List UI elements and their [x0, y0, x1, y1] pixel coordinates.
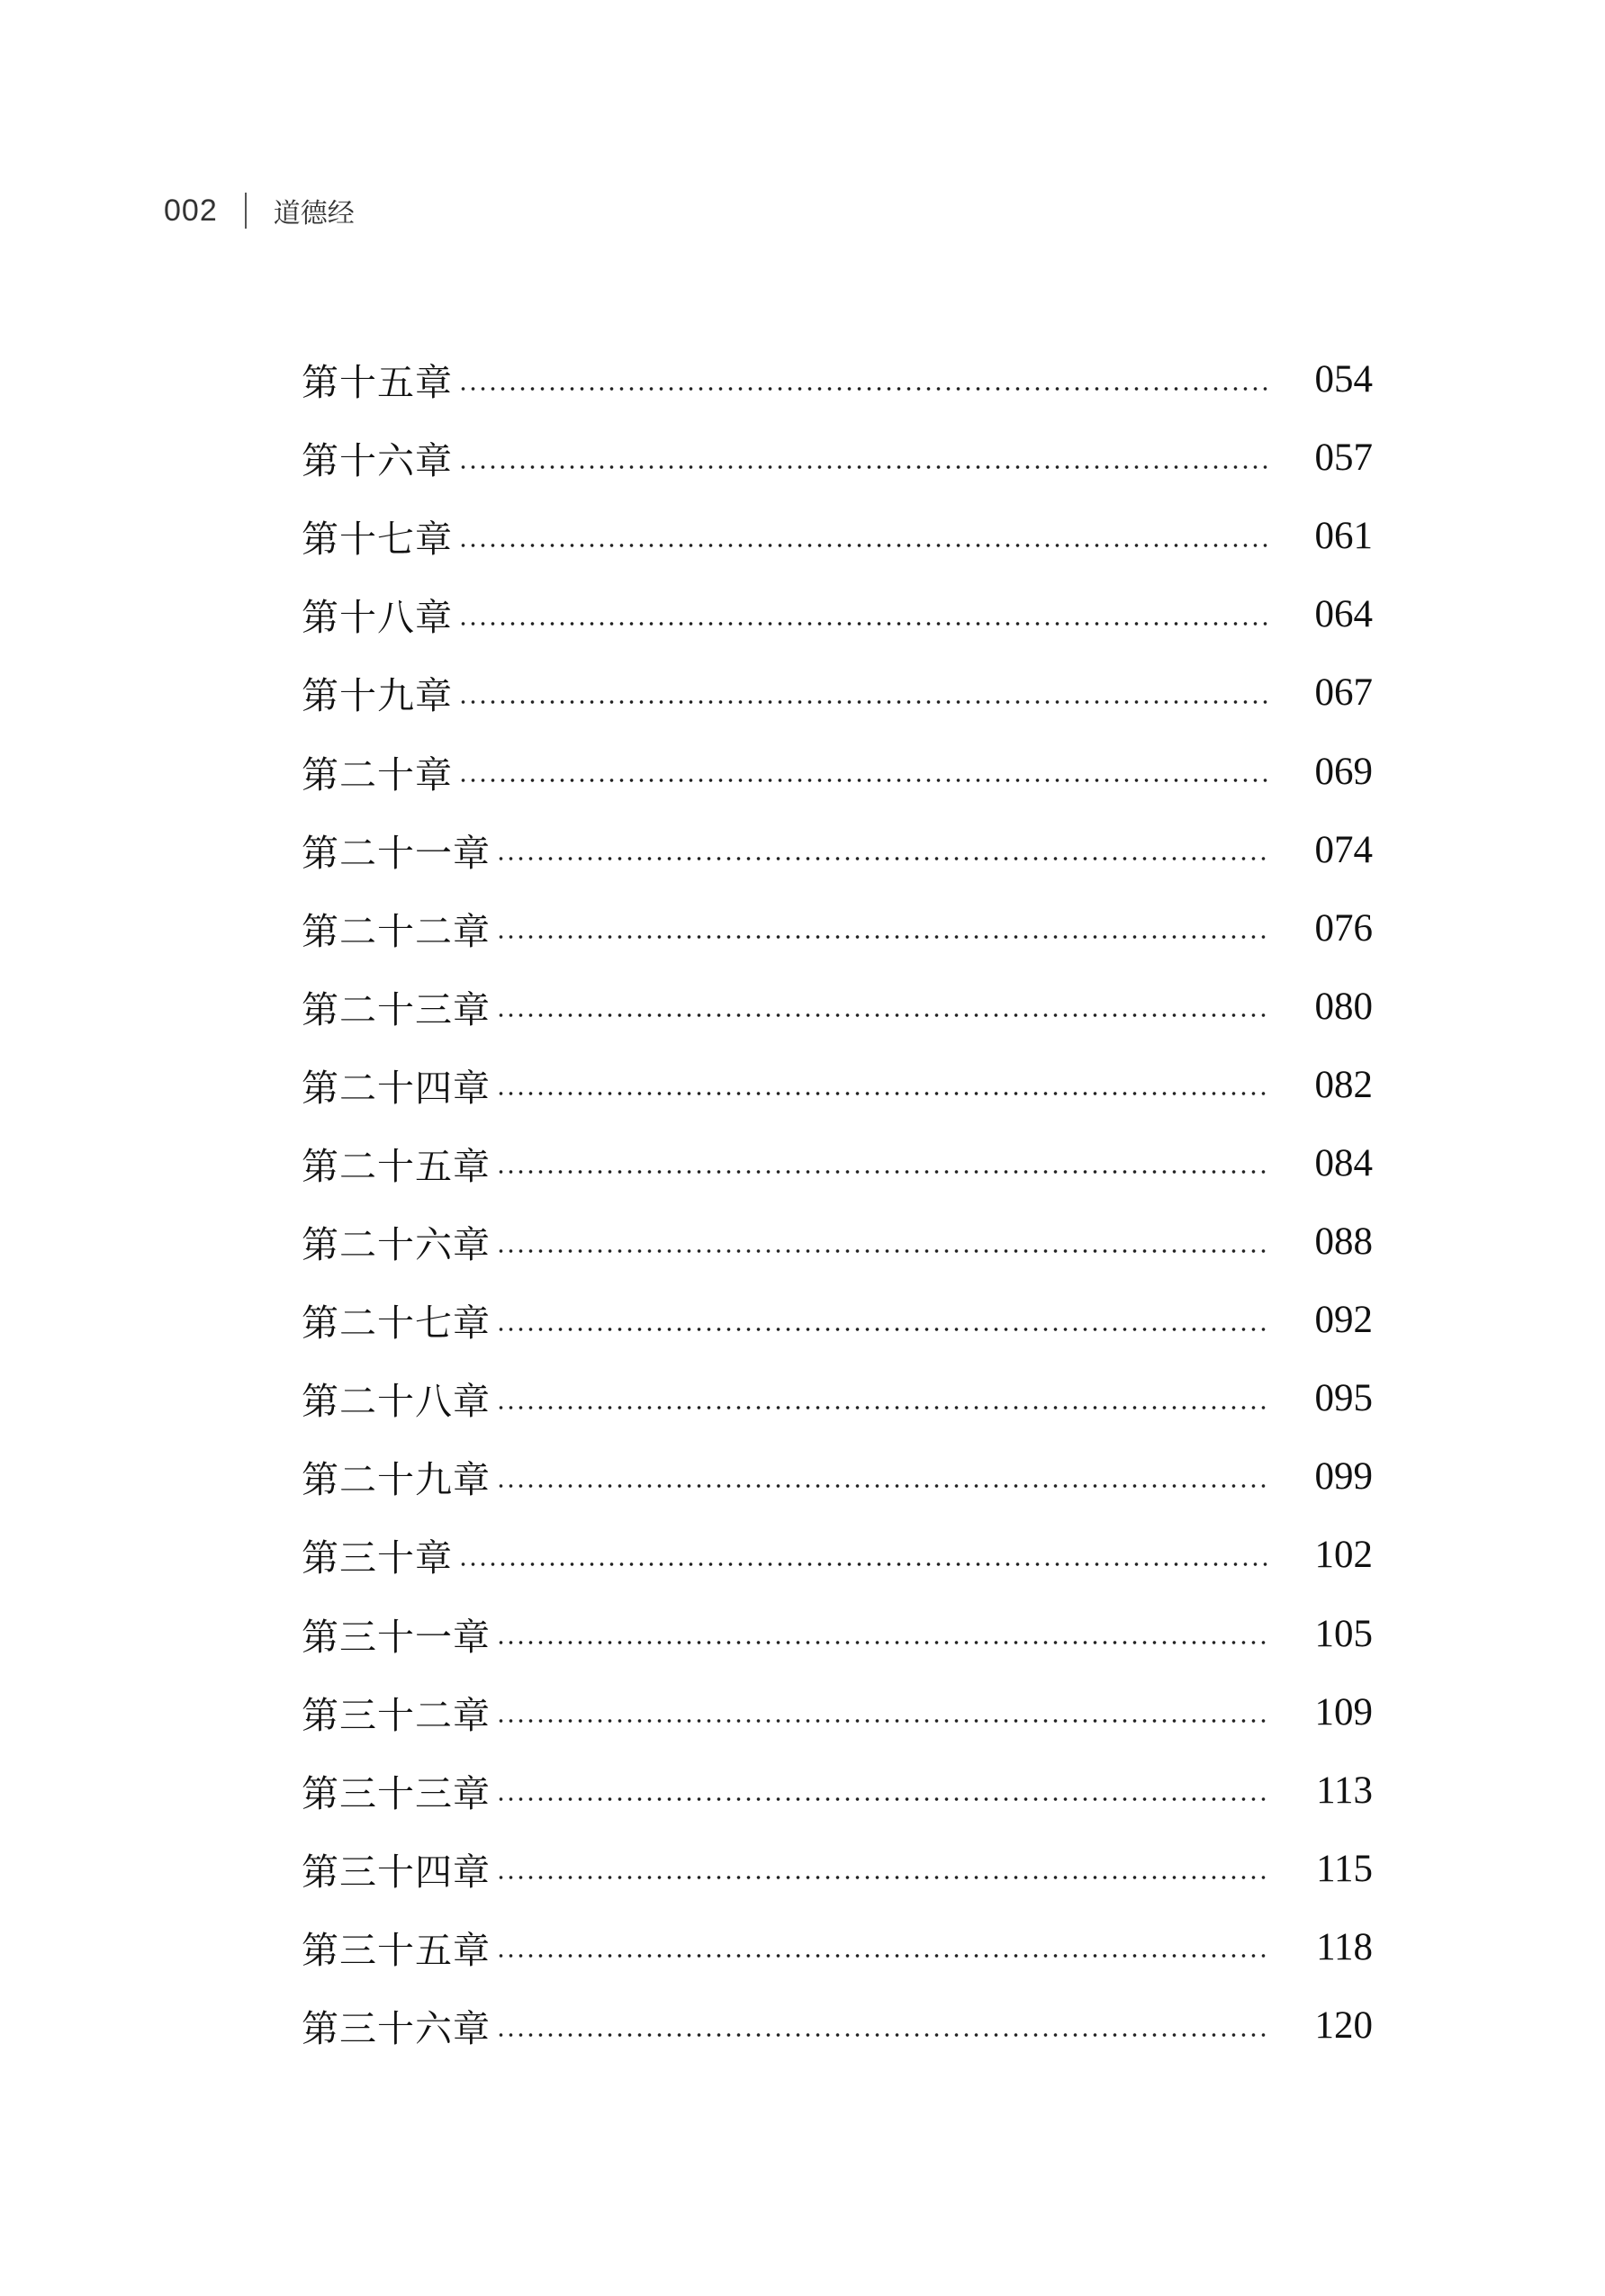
dot-leader	[496, 856, 1268, 861]
dot-leader	[496, 1640, 1268, 1645]
header-divider	[245, 193, 247, 229]
toc-entry[interactable]	[302, 1751, 1373, 1830]
chapter-title: 第三十二章	[302, 1693, 491, 1737]
dot-leader	[496, 1327, 1268, 1332]
page-reference: 067	[1314, 671, 1373, 715]
toc-entry[interactable]	[302, 1830, 1373, 1908]
chapter-title: 第三十五章	[302, 1928, 491, 1972]
page-reference: 105	[1314, 1612, 1373, 1655]
toc-entry[interactable]	[302, 1437, 1373, 1516]
dot-leader	[458, 464, 1268, 470]
page-reference: 074	[1314, 828, 1373, 871]
toc-entry[interactable]	[302, 653, 1373, 732]
toc-entry[interactable]	[302, 1124, 1373, 1202]
chapter-title: 第三十章	[302, 1536, 453, 1580]
page-reference: 069	[1314, 750, 1373, 793]
page-reference: 084	[1314, 1141, 1373, 1184]
chapter-title: 第二十五章	[302, 1144, 491, 1188]
toc-entry[interactable]	[302, 1281, 1373, 1359]
dot-leader	[458, 1562, 1268, 1567]
chapter-title: 第十九章	[302, 674, 453, 718]
chapter-title: 第三十四章	[302, 1850, 491, 1894]
page-reference: 076	[1314, 906, 1373, 950]
dot-leader	[496, 1013, 1268, 1018]
chapter-title: 第十六章	[302, 439, 453, 483]
page-reference: 092	[1314, 1299, 1373, 1342]
toc-entry[interactable]	[302, 340, 1373, 419]
dot-leader	[496, 2032, 1268, 2038]
chapter-title: 第十八章	[302, 596, 453, 640]
chapter-title: 第十七章	[302, 518, 453, 562]
toc-entry[interactable]	[302, 968, 1373, 1046]
dot-leader	[496, 1483, 1268, 1489]
page-reference: 061	[1314, 515, 1373, 558]
chapter-title: 第三十六章	[302, 2007, 491, 2051]
page-number: 002	[164, 193, 218, 228]
toc-entry[interactable]	[302, 1359, 1373, 1437]
book-title: 道德经	[273, 198, 355, 230]
toc-entry[interactable]	[302, 575, 1373, 653]
toc-entry[interactable]	[302, 1673, 1373, 1751]
chapter-title: 第二十九章	[302, 1458, 491, 1502]
toc-entry[interactable]	[302, 732, 1373, 810]
chapter-title: 第二十六章	[302, 1223, 491, 1267]
page-reference: 057	[1314, 437, 1373, 480]
dot-leader	[496, 1953, 1268, 1958]
running-header	[164, 185, 355, 236]
dot-leader	[496, 1875, 1268, 1880]
dot-leader	[496, 1248, 1268, 1254]
dot-leader	[458, 778, 1268, 783]
chapter-title: 第十五章	[302, 361, 453, 405]
dot-leader	[458, 699, 1268, 705]
toc-entry[interactable]	[302, 889, 1373, 968]
page-reference: 088	[1314, 1220, 1373, 1264]
chapter-title: 第二十章	[302, 752, 453, 797]
table-of-contents	[302, 340, 1373, 2065]
dot-leader	[496, 1091, 1268, 1096]
dot-leader	[458, 621, 1268, 626]
chapter-title: 第三十三章	[302, 1771, 491, 1815]
page-reference: 054	[1314, 358, 1373, 401]
toc-entry[interactable]	[302, 1595, 1373, 1673]
dot-leader	[458, 543, 1268, 548]
toc-entry[interactable]	[302, 1516, 1373, 1594]
toc-entry[interactable]	[302, 1986, 1373, 2065]
dot-leader	[496, 934, 1268, 940]
toc-entry[interactable]	[302, 497, 1373, 575]
dot-leader	[496, 1169, 1268, 1175]
chapter-title: 第二十七章	[302, 1301, 491, 1346]
toc-entry[interactable]	[302, 1046, 1373, 1124]
page-reference: 095	[1314, 1377, 1373, 1420]
toc-entry[interactable]	[302, 1202, 1373, 1281]
chapter-title: 第三十一章	[302, 1615, 491, 1659]
page-reference: 113	[1316, 1769, 1373, 1812]
page-reference: 120	[1314, 2004, 1373, 2048]
dot-leader	[496, 1796, 1268, 1802]
page-reference: 109	[1314, 1690, 1373, 1733]
chapter-title: 第二十一章	[302, 831, 491, 875]
page-reference: 118	[1316, 1925, 1373, 1968]
dot-leader	[458, 386, 1268, 392]
chapter-title: 第二十四章	[302, 1066, 491, 1110]
page-reference: 080	[1314, 985, 1373, 1028]
toc-entry[interactable]	[302, 419, 1373, 497]
chapter-title: 第二十八章	[302, 1380, 491, 1424]
page-reference: 115	[1316, 1847, 1373, 1890]
toc-entry[interactable]	[302, 811, 1373, 889]
chapter-title: 第二十二章	[302, 909, 491, 953]
page-reference: 099	[1314, 1455, 1373, 1499]
page-reference: 082	[1314, 1063, 1373, 1106]
page-reference: 102	[1314, 1534, 1373, 1577]
dot-leader	[496, 1718, 1268, 1724]
toc-entry[interactable]	[302, 1908, 1373, 1986]
chapter-title: 第二十三章	[302, 987, 491, 1031]
dot-leader	[496, 1405, 1268, 1410]
page-reference: 064	[1314, 593, 1373, 636]
